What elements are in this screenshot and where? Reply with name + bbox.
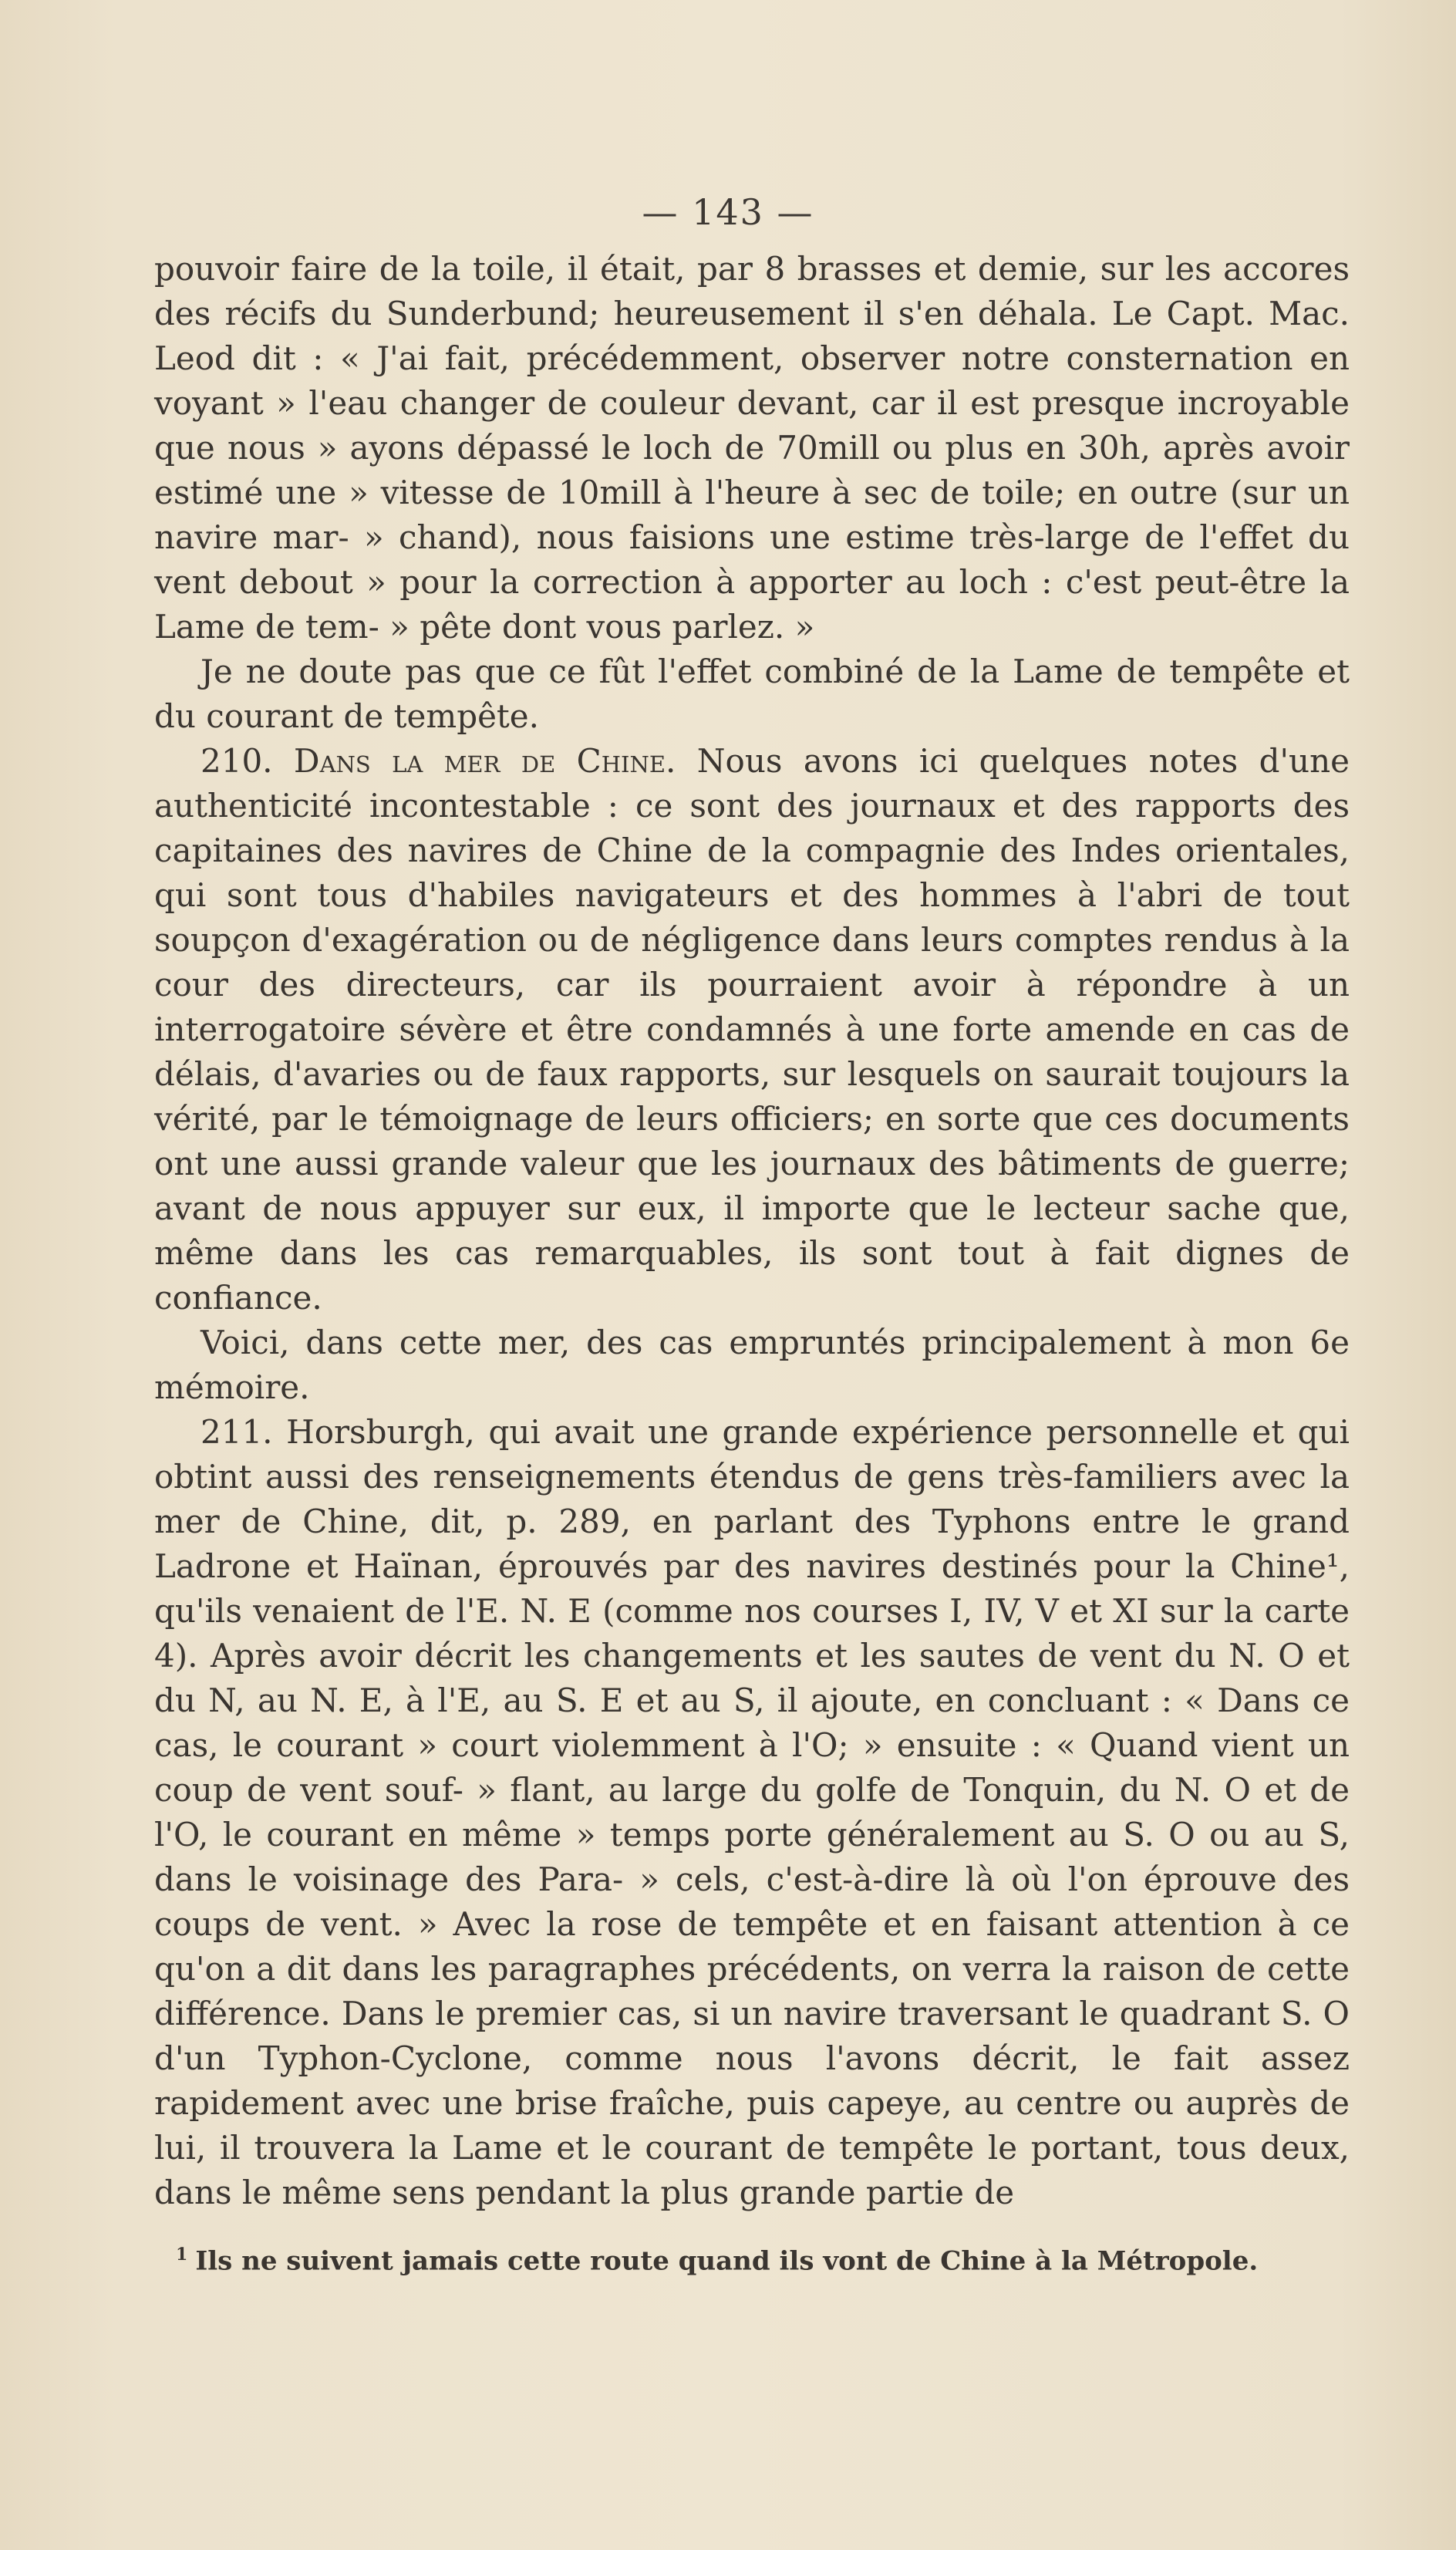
section-211 xyxy=(154,1410,1350,2215)
section-210-number: 210. xyxy=(201,742,273,780)
section-211-number: 211. xyxy=(201,1413,273,1451)
paragraph-conclusion: Je ne doute pas que ce fût l'effet combiné de la Lame de tempête et du courant de tempête. xyxy=(154,653,1350,735)
footnote-mark: 1 xyxy=(176,2245,188,2265)
section-210 xyxy=(154,739,1350,1321)
section-210-title: Dans la mer de Chine. xyxy=(293,742,676,780)
footnote xyxy=(176,2237,1348,2278)
main-text xyxy=(154,247,1350,2215)
section-210-follow: Voici, dans cette mer, des cas empruntés principalement à mon 6e mémoire. xyxy=(154,1324,1350,1406)
section-210-text: Nous avons ici quelques notes d'une authenticité incontestable : ce sont des journaux et des rapports des capitaines des navires de Chine de la compagnie des Indes orientales, qui sont tous d'habiles navigateurs et des hommes à l'abri de tout soupçon d'exagération ou de négligence dans leurs comptes rendus à la cour des directeurs, car ils pourraient avoir à répondre à un interrogatoire sévère et être condamnés à une forte amende en cas de délais, d'avaries ou de faux rapports, sur lesquels on saurait toujours la vérité, par le témoignage de leurs officiers; en sorte que ces documents ont une aussi grande valeur que les journaux des bâtiments de guerre; avant de nous appuyer sur eux, il importe que le lecteur sache que, même dans les cas remarquables, ils sont tout à fait dignes de confiance. xyxy=(154,742,1350,1317)
section-211-text: Horsburgh, qui avait une grande expérience personnelle et qui obtint aussi des renseignements étendus de gens très-familiers avec la mer de Chine, dit, p. 289, en parlant des Typhons entre le grand Ladrone et Haïnan, éprouvés par des navires destinés pour la Chine¹, qu'ils venaient de l'E. N. E (comme nos courses I, IV, V et XI sur la carte 4). Après avoir décrit les changements et les sautes de vent du N. O et du N, au N. E, à l'E, au S. E et au S, il ajoute, en concluant : « Dans ce cas, le courant » court violemment à l'O; » ensuite : « Quand vient un coup de vent souf- » flant, au large du golfe de Tonquin, du N. O et de l'O, le courant en même » temps porte généralement au S. O ou au S, dans le voisinage des Para- » cels, c'est-à-dire là où l'on éprouve des coups de vent. » Avec la rose de tempête et en faisant attention à ce qu'on a dit dans les paragraphes précédents, on verra la raison de cette différence. Dans le premier cas, si un navire traversant le quadrant S. O d'un Typhon-Cyclone, comme nous l'avons décrit, le fait assez rapidement avec une brise fraîche, puis capeye, au centre ou auprès de lui, il trouvera la Lame et le courant de tempête le portant, tous deux, dans le même sens pendant la plus grande partie de xyxy=(154,1413,1350,2211)
paragraph-continuation: pouvoir faire de la toile, il était, par 8 brasses et demie, sur les accores des récifs du Sunderbund; heureusement il s'en déhala. Le Capt. Mac. Leod dit : « J'ai fait, précédemment, observer notre consternation en voyant » l'eau changer de couleur devant, car il est presque incroyable que nous » ayons dépassé le loch de 70mill ou plus en 30h, après avoir estimé une » vitesse de 10mill à l'heure à sec de toile; en outre (sur un navire mar- » chand), nous faisions une estime très-large de l'effet du vent debout » pour la correction à apporter au loch : c'est peut-être la Lame de tem- » pête dont vous parlez. » xyxy=(154,250,1350,646)
page-number: — 143 — xyxy=(642,191,814,233)
footnote-text: Ils ne suivent jamais cette route quand ils vont de Chine à la Métropole. xyxy=(195,2245,1259,2277)
